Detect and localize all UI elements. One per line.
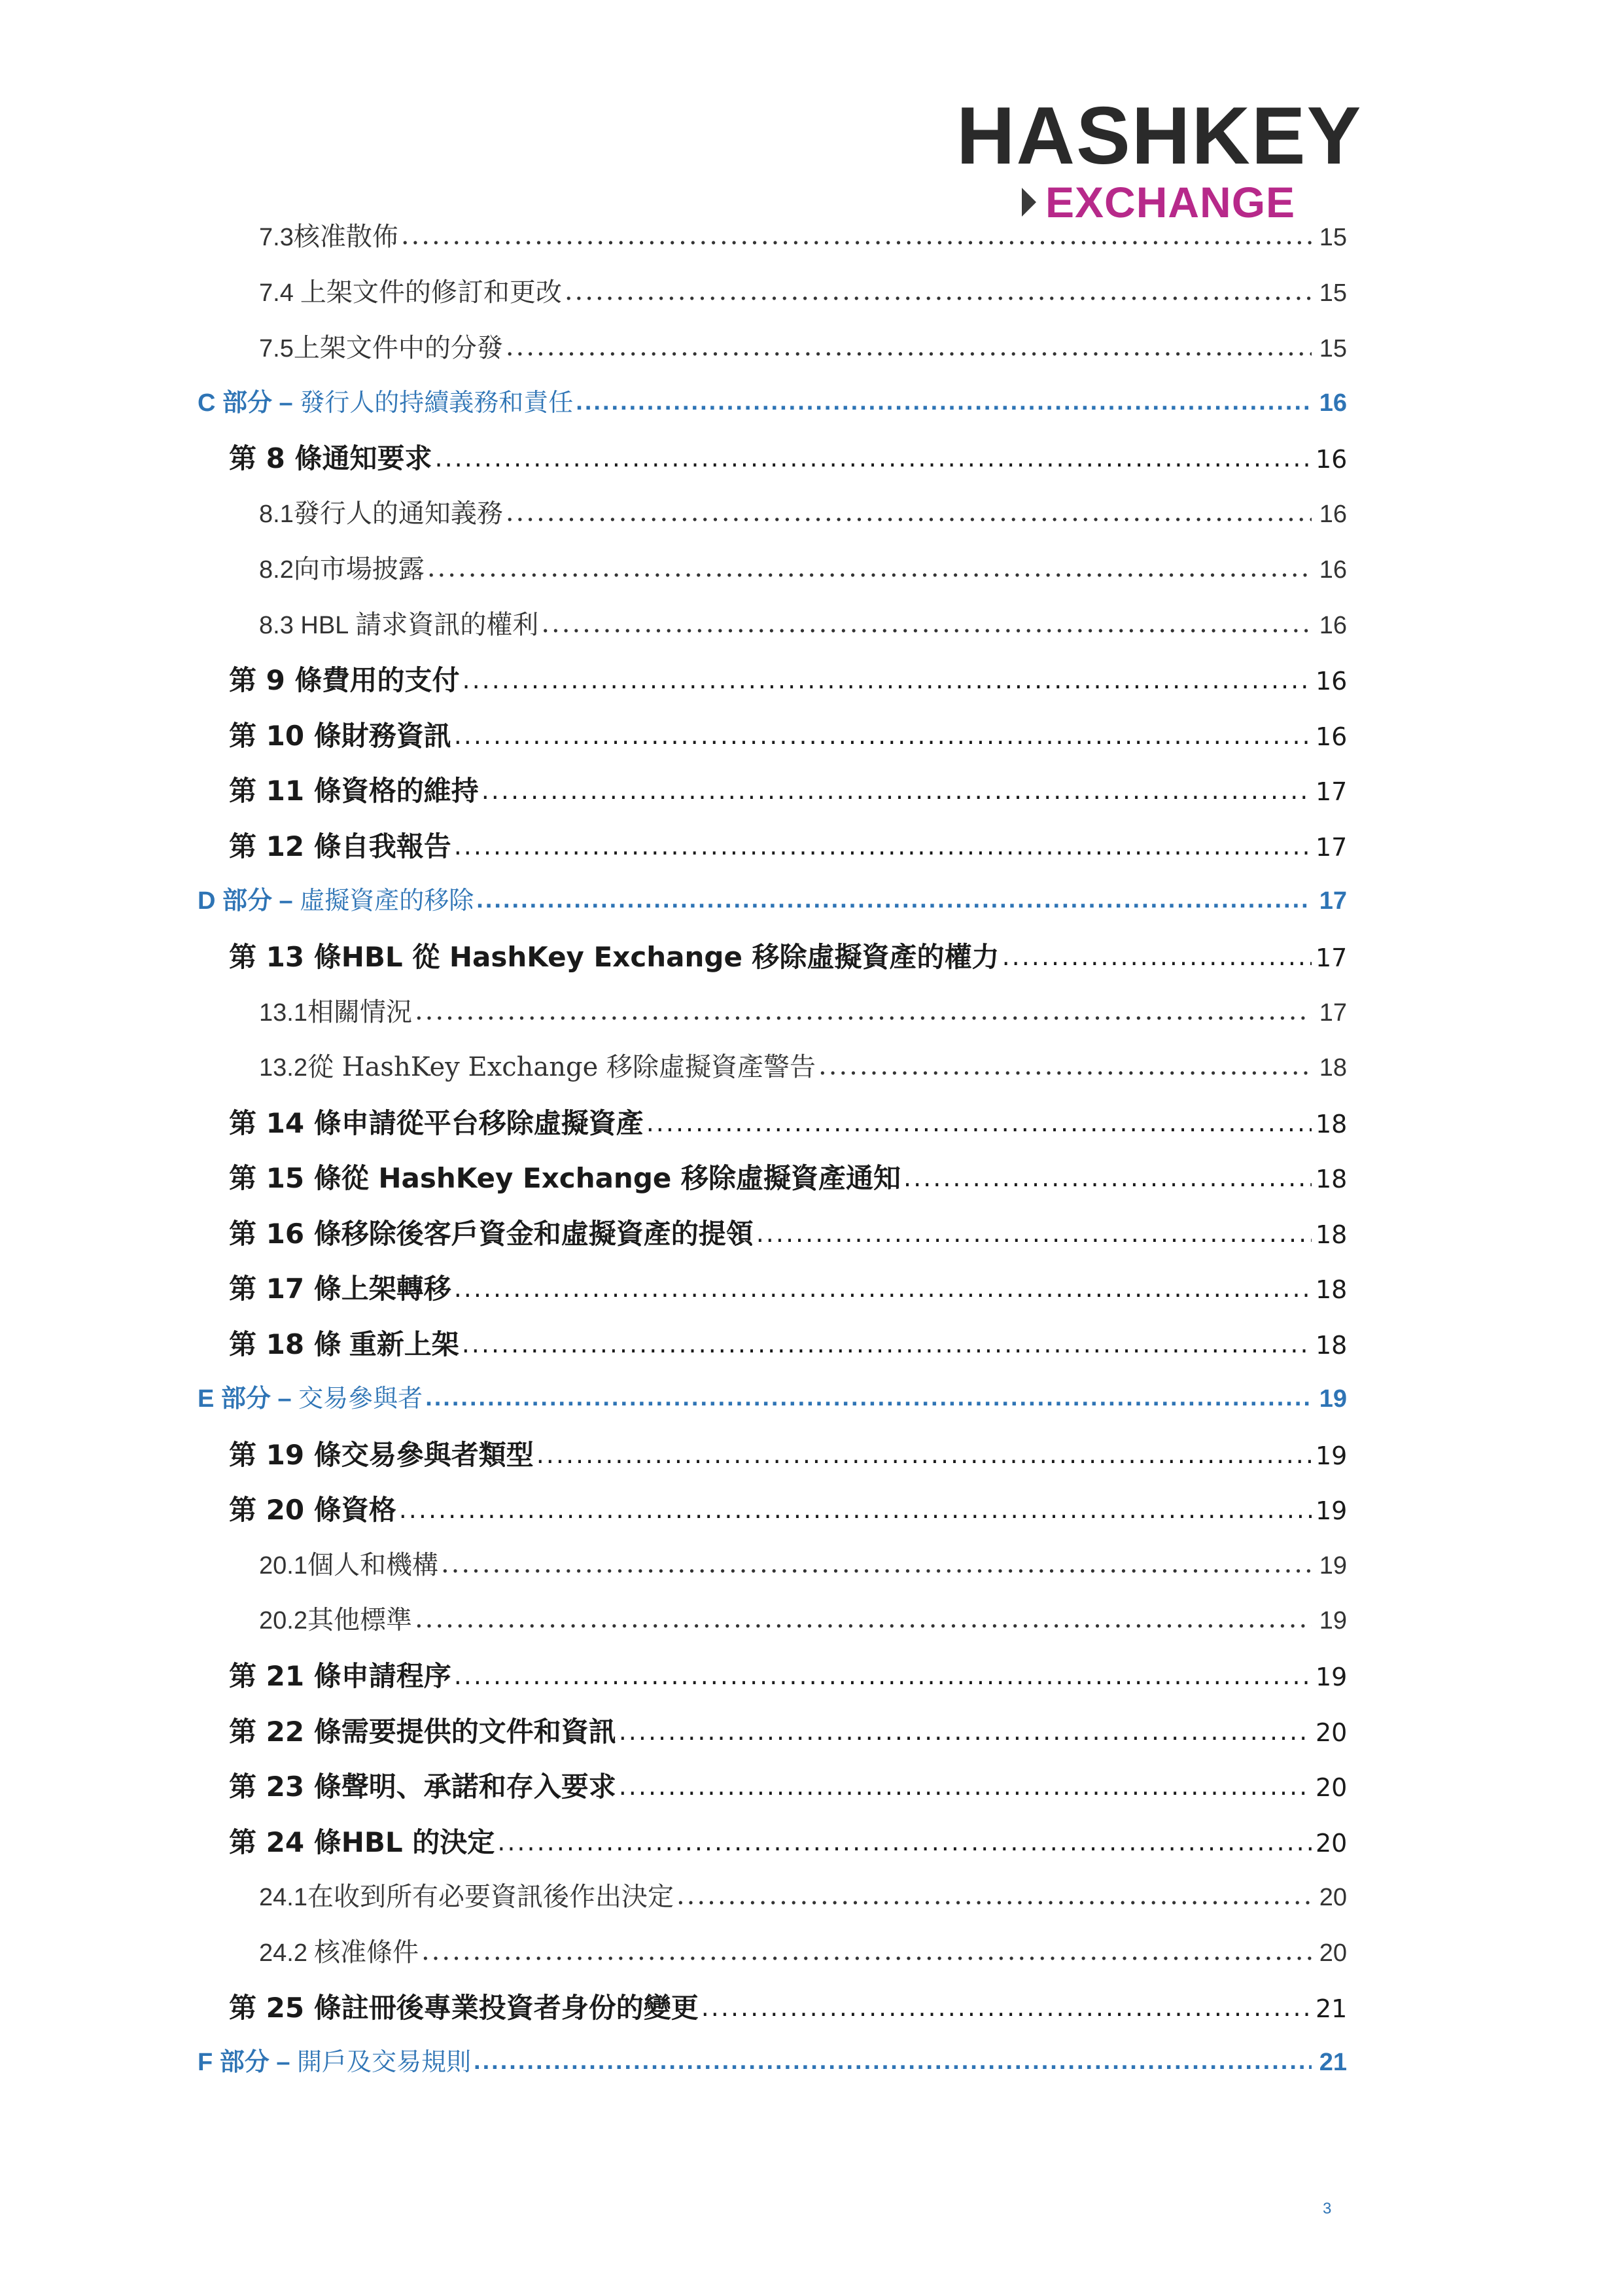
toc-part-label: F 部分 –: [198, 2049, 290, 2076]
toc-entry-page: 18: [1316, 1220, 1348, 1249]
toc-entry-title: 資格: [341, 1494, 396, 1526]
toc-entry-title: 向市場披露: [293, 554, 425, 584]
toc-entry[interactable]: [259, 216, 1347, 255]
toc-entry-title: 在收到所有必要資訊後作出決定: [307, 1882, 674, 1912]
toc-entry-title: 其他標準: [307, 1605, 412, 1635]
toc-dot-leader: [454, 721, 1312, 750]
toc-entry-page: 17: [1316, 833, 1348, 862]
toc-entry[interactable]: [259, 1876, 1347, 1915]
toc-entry-page: 16: [1316, 445, 1348, 474]
toc-entry-page: 21: [1319, 2049, 1347, 2076]
toc-article-number: 第 9 條: [229, 664, 323, 696]
toc-entry-number: 8.2: [259, 556, 294, 584]
toc-entry-title: 交易參與者類型: [341, 1439, 534, 1471]
toc-entry-page: 16: [1316, 667, 1348, 696]
toc-entry-page: 18: [1319, 1054, 1347, 1082]
toc-entry-page: 16: [1319, 389, 1347, 417]
toc-article[interactable]: [229, 769, 1347, 809]
logo-hashkey-wordmark: HASHKEY: [956, 91, 1363, 181]
toc-entry-number: 20.1: [259, 1552, 307, 1580]
toc-part-label: C 部分 –: [198, 389, 293, 417]
toc-dot-leader: [497, 1828, 1312, 1856]
toc-article[interactable]: [229, 1655, 1347, 1694]
toc-entry[interactable]: [259, 1932, 1347, 1971]
toc-article[interactable]: [229, 1157, 1347, 1196]
play-triangle-icon: [1022, 188, 1036, 217]
toc-entry-title: 聲明、承諾和存入要求: [341, 1771, 616, 1803]
toc-article[interactable]: [229, 936, 1347, 975]
toc-entry-title: 核准條件: [313, 1937, 419, 1968]
toc-dot-leader: [541, 609, 1312, 639]
toc-entry-title: 虛擬資產的移除: [300, 887, 474, 915]
toc-entry-title: HBL 從 HashKey Exchange 移除虛擬資產的權力: [341, 941, 1000, 973]
toc-dot-leader: [462, 665, 1312, 694]
toc-article[interactable]: [229, 1267, 1347, 1307]
toc-entry-title: 發行人的通知義務: [293, 499, 503, 529]
toc-article[interactable]: [229, 1821, 1347, 1860]
toc-entry-title: 重新上架: [349, 1328, 459, 1360]
toc-entry-page: 19: [1319, 1607, 1347, 1634]
toc-article[interactable]: [229, 1323, 1347, 1362]
toc-entry-page: 20: [1319, 1884, 1347, 1911]
toc-article-number: 第 19 條: [229, 1439, 341, 1471]
toc-entry-title: 從 HashKey Exchange 移除虛擬資產通知: [341, 1162, 901, 1194]
toc-dot-leader: [646, 1108, 1312, 1137]
toc-entry-page: 18: [1316, 1165, 1348, 1193]
toc-article-number: 第 14 條: [229, 1107, 341, 1139]
toc-entry-page: 17: [1316, 944, 1348, 972]
toc-article[interactable]: [229, 1987, 1347, 2026]
toc-part-heading[interactable]: [198, 2041, 1347, 2081]
toc-dot-leader: [676, 1881, 1312, 1911]
toc-entry-page: 20: [1316, 1718, 1348, 1747]
toc-article-number: 第 18 條: [229, 1328, 341, 1360]
toc-article-number: 第 16 條: [229, 1218, 341, 1250]
toc-dot-leader: [401, 221, 1312, 251]
toc-dot-leader: [454, 1661, 1312, 1690]
toc-entry[interactable]: [259, 1544, 1347, 1583]
toc-entry-page: 19: [1316, 1663, 1348, 1691]
toc-entry-number: 8.3 HBL: [259, 612, 349, 639]
toc-dot-leader: [903, 1163, 1312, 1192]
toc-entry[interactable]: [259, 1046, 1347, 1086]
toc-entry-page: 20: [1319, 1939, 1347, 1967]
toc-entry-page: 17: [1319, 999, 1347, 1027]
toc-entry-title: 開戶及交易規則: [297, 2049, 472, 2076]
toc-entry[interactable]: [259, 604, 1347, 643]
toc-entry-page: 17: [1319, 887, 1347, 915]
toc-entry-title: 申請程序: [341, 1660, 451, 1692]
hashkey-exchange-logo: [956, 91, 1363, 226]
toc-entry-number: 13.1: [259, 999, 307, 1027]
toc-article[interactable]: [229, 825, 1347, 864]
toc-entry-number: 7.3: [259, 224, 294, 251]
toc-article-number: 第 24 條: [229, 1826, 341, 1858]
toc-article-number: 第 21 條: [229, 1660, 341, 1692]
toc-dot-leader: [481, 776, 1312, 805]
toc-dot-leader: [506, 497, 1312, 527]
toc-entry-page: 15: [1319, 279, 1347, 307]
toc-entry-page: 19: [1319, 1552, 1347, 1580]
page-number: 3: [1323, 2200, 1332, 2217]
toc-entry[interactable]: [259, 548, 1347, 588]
toc-dot-leader: [576, 388, 1312, 416]
toc-article-number: 第 10 條: [229, 720, 341, 752]
toc-dot-leader: [619, 1717, 1312, 1746]
toc-entry-title: 發行人的持續義務和責任: [300, 389, 574, 417]
toc-entry-number: 8.1: [259, 501, 294, 528]
toc-dot-leader: [434, 444, 1312, 472]
toc-part-heading[interactable]: [198, 382, 1347, 421]
toc-article[interactable]: [229, 1710, 1347, 1750]
toc-entry-title: 交易參與者: [298, 1385, 423, 1413]
toc-entry-page: 16: [1319, 501, 1347, 528]
toc-entry-title: 相關情況: [307, 997, 412, 1027]
toc-entry-title: HBL 的決定: [341, 1826, 495, 1858]
toc-entry-title: 財務資訊: [341, 720, 451, 752]
toc-article-number: 第 25 條: [229, 1992, 341, 2024]
toc-entry-page: 17: [1316, 777, 1348, 806]
toc-entry-page: 18: [1316, 1110, 1348, 1139]
toc-entry-number: 24.1: [259, 1884, 307, 1911]
toc-dot-leader: [454, 1274, 1312, 1303]
toc-article[interactable]: [229, 1765, 1347, 1805]
toc-article[interactable]: [229, 715, 1347, 754]
toc-entry-title: 自我報告: [341, 830, 451, 862]
toc-article-number: 第 22 條: [229, 1716, 341, 1748]
toc-entry-number: 7.4: [259, 279, 294, 307]
toc-entry-title: 通知要求: [322, 442, 432, 474]
toc-entry-title: 移除後客戶資金和虛擬資產的提領: [341, 1218, 754, 1250]
toc-article-number: 第 15 條: [229, 1162, 341, 1194]
toc-entry-number: 13.2: [259, 1054, 307, 1082]
toc-entry-page: 18: [1316, 1331, 1348, 1360]
toc-dot-leader: [701, 1993, 1312, 2022]
toc-entry-page: 18: [1316, 1275, 1348, 1304]
toc-dot-leader: [427, 553, 1312, 583]
toc-dot-leader: [506, 332, 1312, 362]
toc-dot-leader: [565, 276, 1312, 306]
toc-entry-page: 20: [1316, 1773, 1348, 1802]
toc-entry-number: 20.2: [259, 1607, 307, 1634]
toc-dot-leader: [619, 1772, 1312, 1801]
toc-article-number: 第 17 條: [229, 1273, 341, 1305]
toc-entry-page: 16: [1319, 612, 1347, 639]
toc-entry-title: 費用的支付: [322, 664, 460, 696]
toc-entry-number: 24.2: [259, 1939, 307, 1967]
toc-entry-page: 15: [1319, 335, 1347, 362]
toc-entry-page: 16: [1316, 722, 1348, 751]
toc-entry[interactable]: [259, 1599, 1347, 1638]
toc-part-label: D 部分 –: [198, 887, 293, 915]
toc-entry-title: 資格的維持: [341, 775, 479, 807]
toc-entry-title: 需要提供的文件和資訊: [341, 1716, 616, 1748]
toc-entry-title: 從 HashKey Exchange 移除虛擬資產警告: [307, 1052, 816, 1082]
toc-entry[interactable]: [259, 272, 1347, 311]
toc-article-number: 第 8 條: [229, 442, 323, 474]
toc-article[interactable]: [229, 1434, 1347, 1473]
toc-dot-leader: [454, 832, 1312, 860]
toc-dot-leader: [399, 1495, 1312, 1524]
toc-entry-page: 15: [1319, 224, 1347, 251]
toc-entry[interactable]: [259, 991, 1347, 1031]
toc-entry-title: 個人和機構: [307, 1550, 438, 1580]
toc-entry-title: 請求資訊的權利: [355, 610, 539, 640]
toc-dot-leader: [756, 1219, 1312, 1248]
toc-entry-title: 上架轉移: [341, 1273, 451, 1305]
toc-entry-title: 註冊後專業投資者身份的變更: [341, 1992, 699, 2024]
toc-dot-leader: [425, 1384, 1312, 1412]
toc-dot-leader: [474, 2047, 1312, 2075]
toc-article-number: 第 23 條: [229, 1771, 341, 1803]
toc-entry[interactable]: [259, 327, 1347, 366]
toc-entry-page: 19: [1319, 1385, 1347, 1413]
toc-entry-title: 上架文件的修訂和更改: [300, 277, 562, 308]
toc-dot-leader: [462, 1330, 1312, 1358]
toc-article-number: 第 20 條: [229, 1494, 341, 1526]
toc-entry-page: 20: [1316, 1829, 1348, 1858]
toc-entry-page: 21: [1316, 1994, 1348, 2023]
toc-article[interactable]: [229, 1489, 1347, 1528]
toc-article-number: 第 11 條: [229, 775, 341, 807]
toc-entry[interactable]: [259, 493, 1347, 532]
toc-dot-leader: [818, 1051, 1312, 1081]
toc-dot-leader: [1002, 942, 1312, 971]
toc-entry-title: 申請從平台移除虛擬資產: [341, 1107, 644, 1139]
logo-exchange-wordmark: EXCHANGE: [1045, 178, 1296, 226]
toc-dot-leader: [536, 1440, 1312, 1469]
toc-article[interactable]: [229, 659, 1347, 698]
toc-dot-leader: [441, 1549, 1312, 1579]
toc-article[interactable]: [229, 437, 1347, 476]
toc-entry-title: 核准散佈: [293, 222, 398, 252]
toc-article-number: 第 13 條: [229, 941, 341, 973]
toc-entry-page: 19: [1316, 1441, 1348, 1470]
toc-part-label: E 部分 –: [198, 1385, 292, 1413]
toc-entry-number: 7.5: [259, 335, 294, 362]
toc-entry-page: 16: [1319, 556, 1347, 584]
toc-article-number: 第 12 條: [229, 830, 341, 862]
toc-entry-title: 上架文件中的分發: [293, 333, 503, 363]
toc-article[interactable]: [229, 1102, 1347, 1141]
toc-dot-leader: [476, 886, 1312, 914]
toc-dot-leader: [415, 996, 1312, 1026]
toc-dot-leader: [421, 1936, 1312, 1966]
toc-entry-page: 19: [1316, 1496, 1348, 1525]
toc-part-heading[interactable]: [198, 880, 1347, 919]
toc-article[interactable]: [229, 1212, 1347, 1252]
toc-part-heading[interactable]: [198, 1378, 1347, 1417]
toc-dot-leader: [415, 1604, 1312, 1634]
